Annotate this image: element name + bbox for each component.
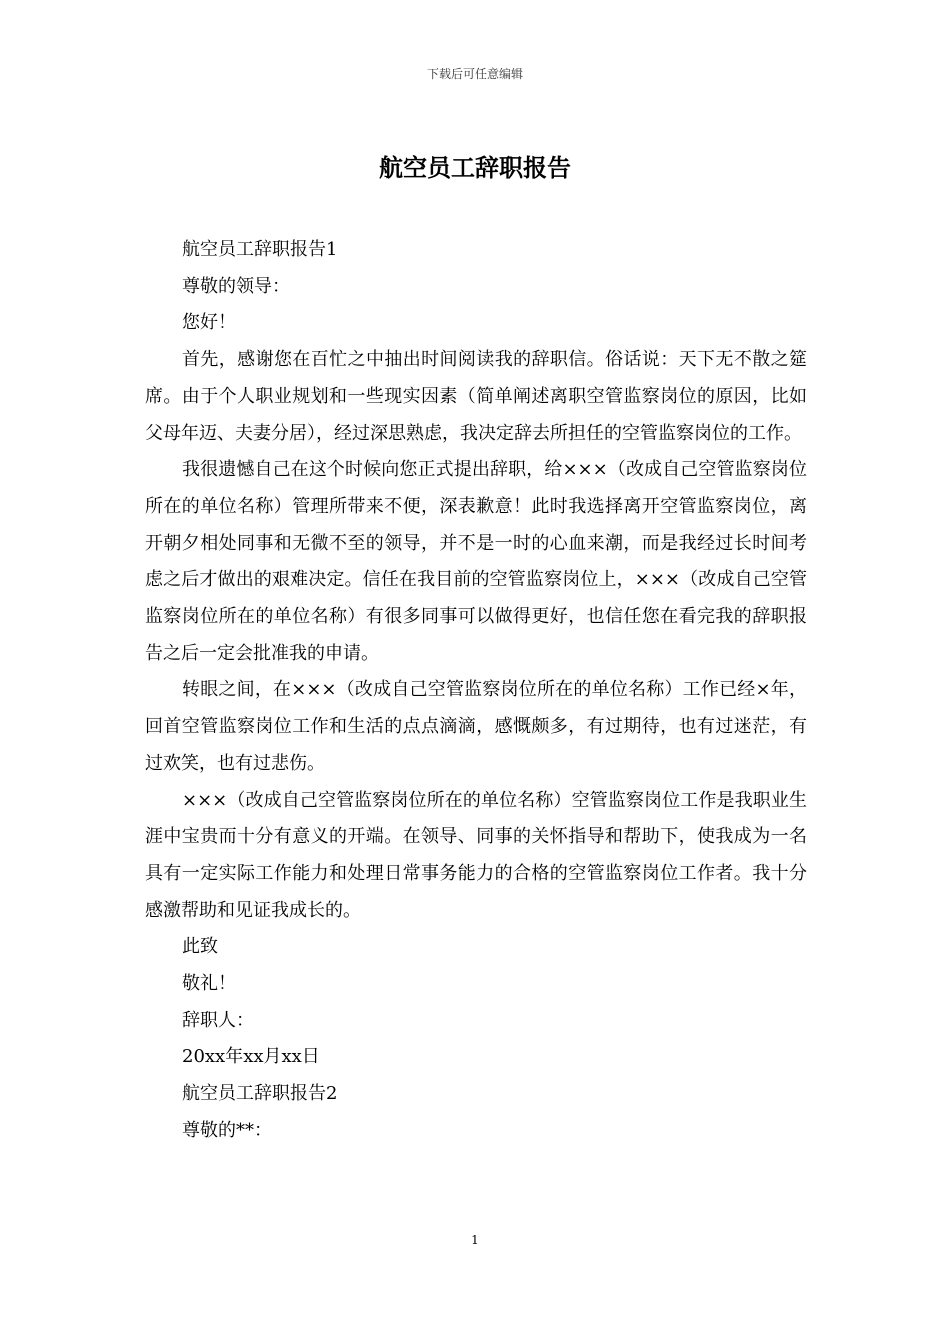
paragraph-salutation: 尊敬的领导： [182,275,290,297]
paragraph-apology: 我很遗憾自己在这个时候向您正式提出辞职，给×××（改成自己空管监察岗位所在的单位名称）管理所带来不便，深表歉意！此时我选择离开空管监察岗位，离开朝夕相处同事和无微不至的领导，并不是一时的心血来潮，而是我经过长时间考虑之后才做出的艰难决定。信任在我目前的空管监察岗位上，×××（改成自己空管监察岗位所在的单位名称）有很多同事可以做得更好，也信任您在看完我的辞职报告之后一定会批准我的申请。 [145,459,807,664]
page-number: 1 [471,1233,479,1247]
paragraph-gratitude: ×××（改成自己空管监察岗位所在的单位名称）空管监察岗位工作是我职业生涯中宝贵而十分有意义的开端。在领导、同事的关怀指导和帮助下，使我成为一名具有一定实际工作能力和处理日常事务能力的合格的空管监察岗位工作者。我十分感激帮助和见证我成长的。 [145,789,807,921]
paragraph-regards: 敬礼！ [182,973,236,995]
paragraph-date: 20xx年xx月xx日 [182,1046,320,1068]
paragraph-salutation-2: 尊敬的**： [182,1119,272,1141]
paragraph-greeting: 您好！ [182,312,236,334]
paragraph-report-1-heading: 航空员工辞职报告1 [182,239,338,260]
document-body [145,232,807,1150]
paragraph-intro: 首先，感谢您在百忙之中抽出时间阅读我的辞职信。俗话说：天下无不散之筵席。由于个人职业规划和一些现实因素（简单阐述离职空管监察岗位的原因，比如父母年迈、夫妻分居），经过深思熟虑，我决定辞去所担任的空管监察岗位的工作。 [145,349,807,444]
paragraph-report-2-heading: 航空员工辞职报告2 [182,1083,338,1105]
page-header-note: 下载后可任意编辑 [426,67,523,81]
paragraph-signature: 辞职人： [182,1009,254,1031]
paragraph-reflection: 转眼之间，在×××（改成自己空管监察岗位所在的单位名称）工作已经×年，回首空管监察岗位工作和生活的点点滴滴，感慨颇多，有过期待，也有过迷茫，有过欢笑，也有过悲伤。 [145,679,807,774]
paragraph-closing: 此致 [182,936,218,958]
document-title: 航空员工辞职报告 [379,153,571,182]
